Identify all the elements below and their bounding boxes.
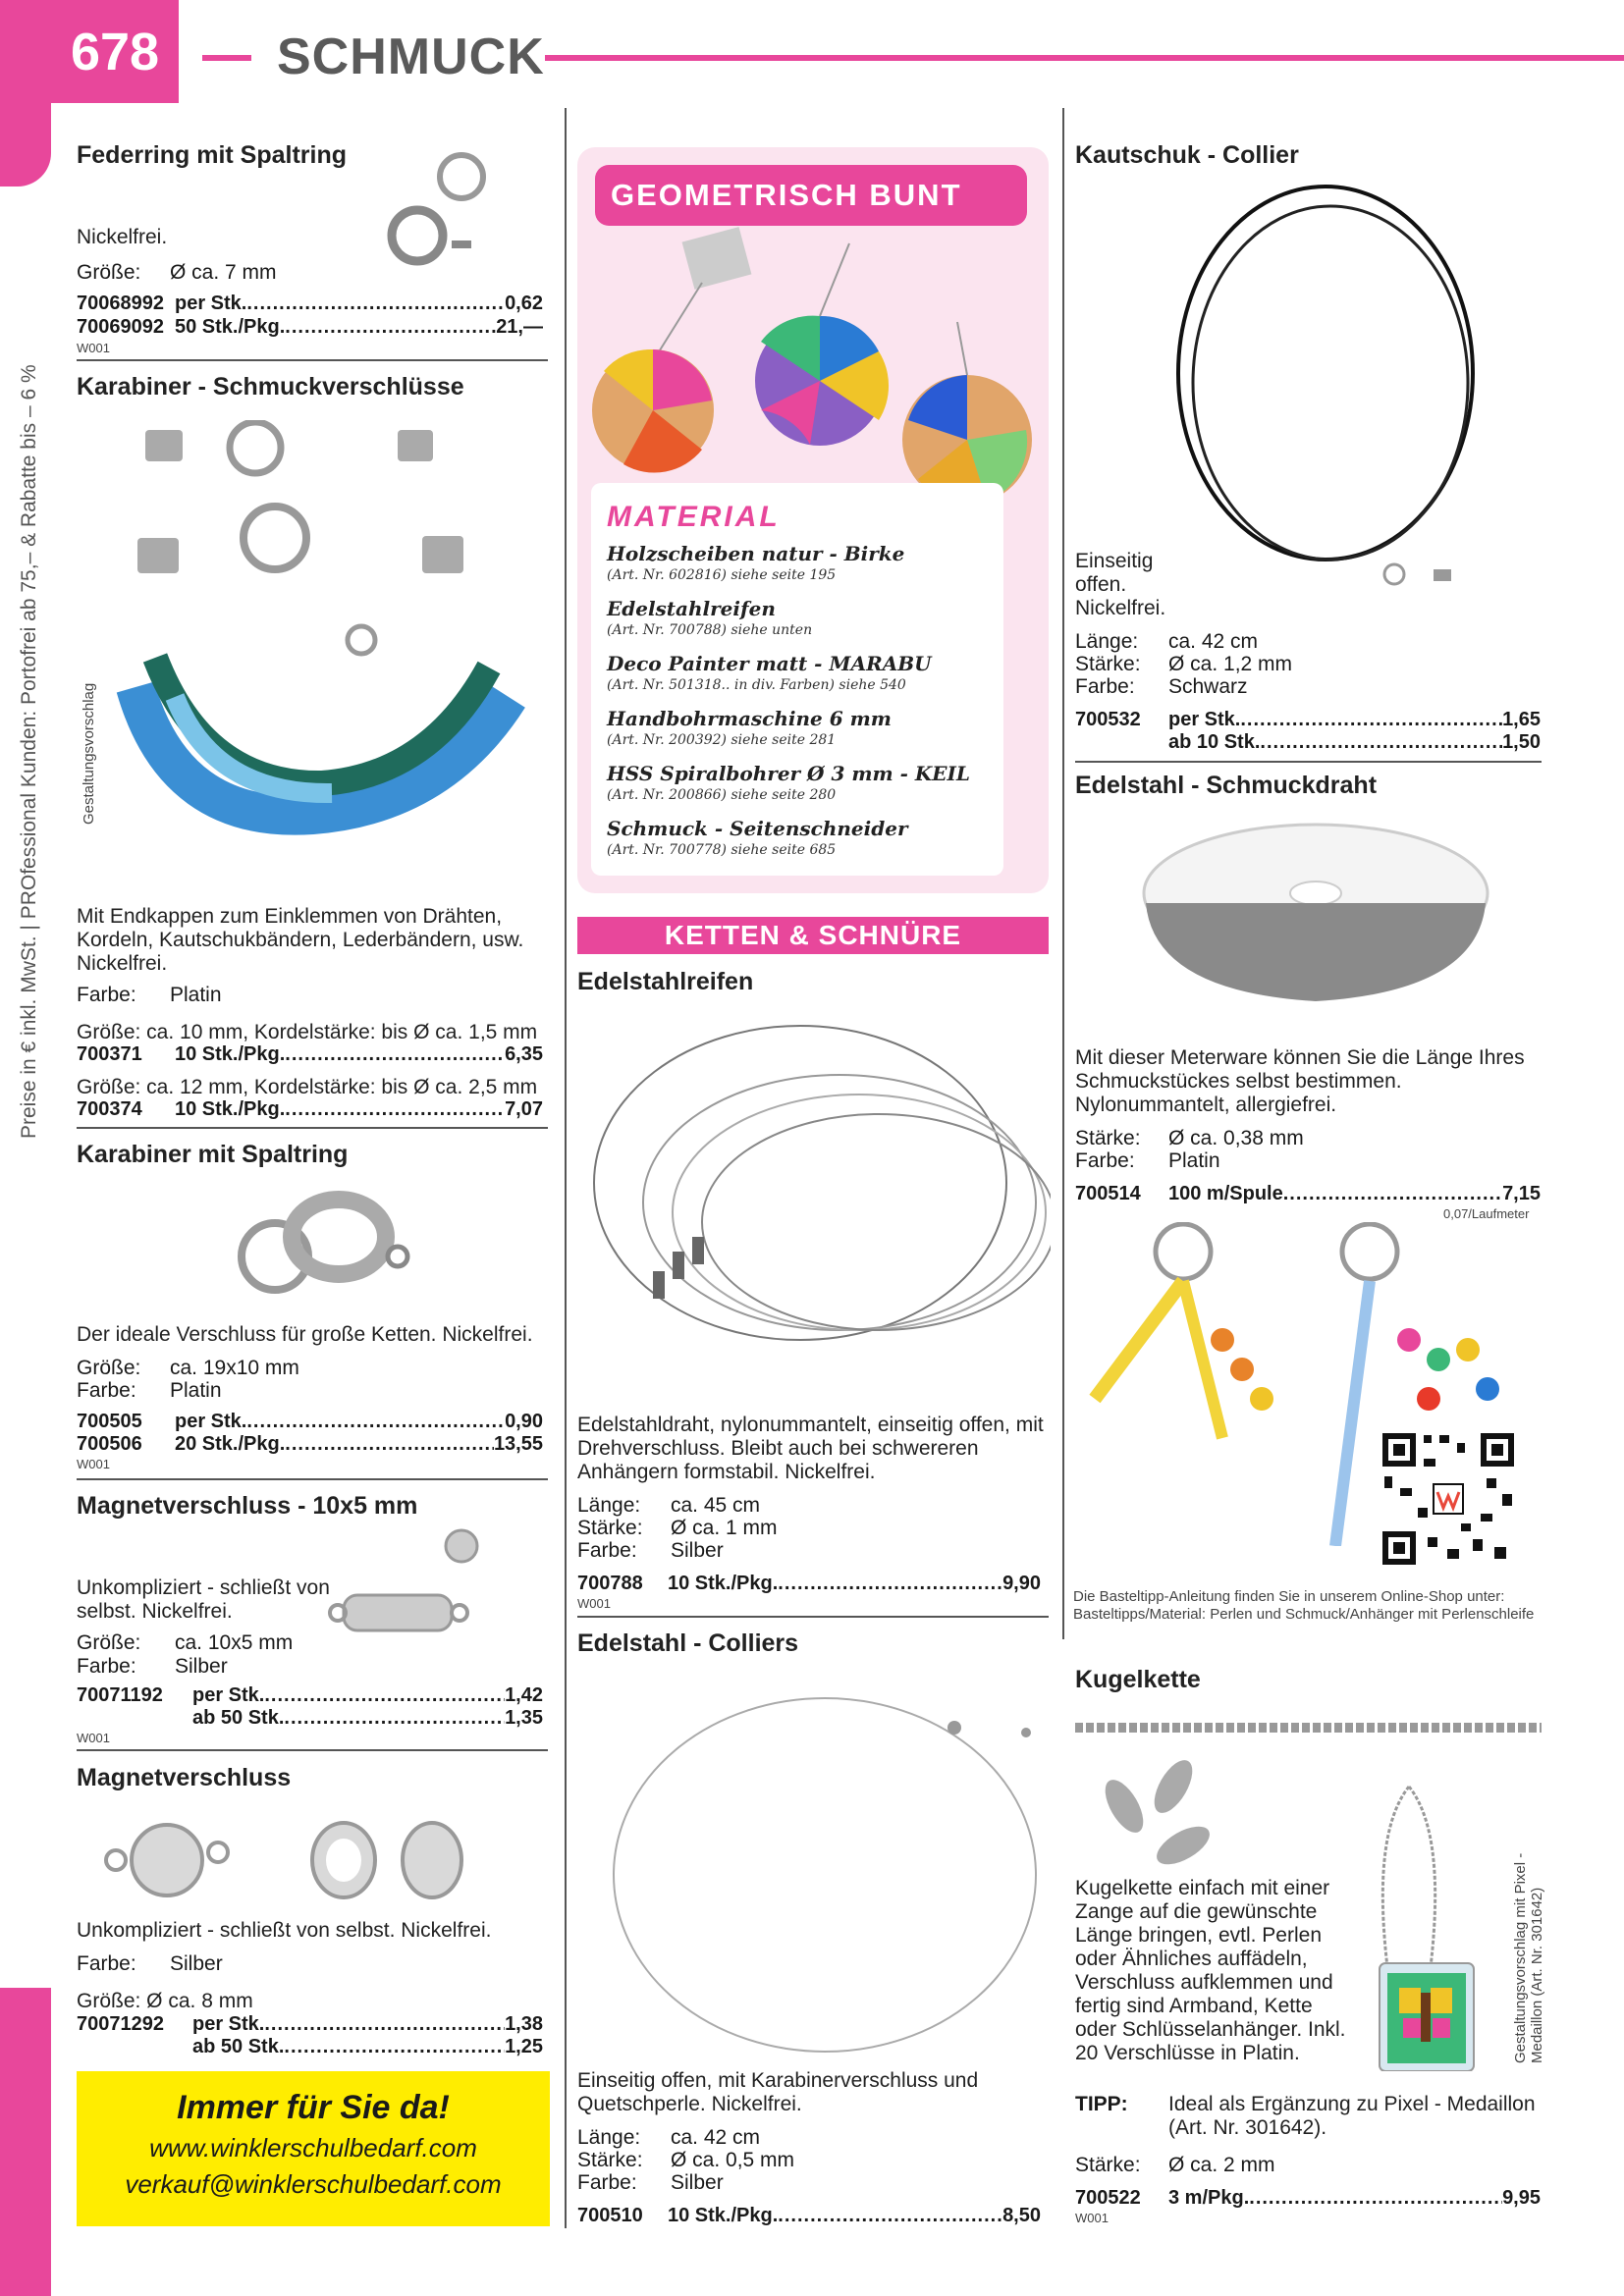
price-row bbox=[77, 1043, 543, 1066]
sidebar-tab-bottom bbox=[0, 1988, 51, 2296]
article-number: 700510 bbox=[577, 2205, 643, 2226]
price-value: 21,— bbox=[496, 316, 543, 338]
magnet-10x5-title: Magnetverschluss - 10x5 mm bbox=[77, 1492, 418, 1520]
spec-row bbox=[77, 1357, 299, 1380]
price-row bbox=[77, 2036, 543, 2058]
article-number: 700532 bbox=[1075, 709, 1141, 730]
unit-price: 0,07/Laufmeter bbox=[1443, 1206, 1530, 1221]
spec-row bbox=[577, 1494, 760, 1518]
magnet-10x5-desc: Unkompliziert - schließt von selbst. Nickelfrei. bbox=[77, 1576, 330, 1623]
title-rule-left bbox=[202, 55, 251, 61]
supplier-code: W001 bbox=[77, 341, 110, 355]
article-number: 70071292 bbox=[77, 2013, 164, 2035]
article-number: 700371 bbox=[77, 1043, 142, 1065]
price-label: ab 50 Stk. bbox=[192, 2036, 285, 2057]
article-number: 700505 bbox=[77, 1411, 142, 1432]
spec-row bbox=[1075, 653, 1292, 676]
material-ref: (Art. Nr. 700778) siehe seite 685 bbox=[607, 842, 837, 858]
price-label: ab 10 Stk. bbox=[1168, 731, 1261, 753]
schmuckdraht-title: Edelstahl - Schmuckdraht bbox=[1075, 772, 1378, 799]
tipp-label: TIPP: bbox=[1075, 2093, 1128, 2115]
price-label: per Stk. bbox=[175, 293, 247, 314]
price-value: 1,35 bbox=[505, 1707, 543, 1729]
spool-photo bbox=[1134, 815, 1497, 1011]
spec-label: Länge: bbox=[1075, 630, 1139, 653]
spec-value: Silber bbox=[671, 2171, 724, 2194]
price-label: 10 Stk./Pkg. bbox=[668, 2205, 779, 2226]
price-label: 10 Stk./Pkg. bbox=[175, 1098, 286, 1120]
spec-row bbox=[1075, 2154, 1275, 2177]
price-row bbox=[577, 2205, 1041, 2227]
page-number: 678 bbox=[51, 0, 179, 103]
kautschuk-desc: Einseitig offen. Nickelfrei. bbox=[1075, 550, 1166, 619]
article-number bbox=[1075, 731, 1168, 754]
price-row bbox=[77, 293, 543, 315]
promo-website-link[interactable]: www.winklerschulbedarf.com bbox=[149, 2133, 477, 2163]
spec-label: Farbe: bbox=[77, 1655, 136, 1678]
federring-title: Federring mit Spaltring bbox=[77, 141, 348, 169]
material-name: Deco Painter matt - MARABU bbox=[607, 652, 932, 675]
spec-value: ca. 10x5 mm bbox=[175, 1631, 294, 1654]
kautschuk-photo bbox=[1129, 177, 1542, 609]
spec-label: Stärke: bbox=[577, 2149, 643, 2171]
magnet-desc: Unkompliziert - schließt von selbst. Nickelfrei. bbox=[77, 1919, 492, 1942]
federring-photo bbox=[373, 147, 501, 275]
price-info-vertical: Preise in € inkl. MwSt. | PROfessional Kunden: Portofrei ab 75,– & Rabatte bis – 6 % bbox=[18, 364, 40, 1139]
colliers-photo bbox=[589, 1669, 1051, 2061]
price-label: per Stk. bbox=[175, 1411, 247, 1432]
material-ref: (Art. Nr. 200866) siehe seite 280 bbox=[607, 787, 837, 803]
federring-desc: Nickelfrei. bbox=[77, 226, 168, 248]
kugelkette-design-note: Gestaltungsvorschlag mit Pixel - Medaillon (Art. Nr. 301642) bbox=[1512, 1852, 1545, 2063]
column-divider-2 bbox=[1062, 108, 1064, 1639]
spec-label: Farbe: bbox=[77, 1379, 136, 1402]
price-label: 50 Stk./Pkg. bbox=[175, 316, 286, 338]
spec-label: Farbe: bbox=[1075, 675, 1135, 698]
karabiner-schmuck-desc: Mit Endkappen zum Einklemmen von Drähten, Kordeln, Kautschukbändern, Lederbändern, usw. Nickelfrei. bbox=[77, 905, 524, 975]
column-divider-1 bbox=[565, 108, 567, 2228]
price-value: 0,62 bbox=[505, 293, 543, 314]
article-number: 70071192 bbox=[77, 1684, 163, 1706]
price-row bbox=[1075, 709, 1541, 731]
section-divider bbox=[77, 1749, 548, 1751]
price-row bbox=[77, 316, 543, 339]
section-divider bbox=[77, 1478, 548, 1480]
size-line: Größe: ca. 10 mm, Kordelstärke: bis Ø ca. 1,5 mm bbox=[77, 1021, 538, 1043]
spec-value: Ø ca. 1 mm bbox=[671, 1517, 778, 1539]
title-rule-right bbox=[545, 55, 1624, 61]
spec-value: Platin bbox=[170, 984, 222, 1006]
material-name: Schmuck - Seitenschneider bbox=[607, 817, 908, 840]
price-value: 1,25 bbox=[505, 2036, 543, 2057]
spec-value: ca. 42 cm bbox=[671, 2126, 761, 2149]
price-value: 1,65 bbox=[1502, 709, 1541, 730]
article-number: 700788 bbox=[577, 1573, 643, 1594]
tipp-text: Ideal als Ergänzung zu Pixel - Medaillon (Art. Nr. 301642). bbox=[1168, 2093, 1536, 2139]
spec-row bbox=[1075, 1127, 1304, 1150]
geometric-pendants-photo bbox=[584, 224, 1046, 508]
material-name: Edelstahlreifen bbox=[607, 597, 776, 620]
section-divider bbox=[1075, 761, 1542, 763]
kugelkette-desc: Kugelkette einfach mit einer Zange auf die gewünschte Länge bringen, evtl. Perlen oder Ähnliches auffädeln, Verschluss aufklemmen und fertig sind Armband, Kette oder Schlüsselanhänger. Inkl. 20 Verschlüsse in Platin. bbox=[1075, 1877, 1346, 2064]
material-ref: (Art. Nr. 602816) siehe seite 195 bbox=[607, 567, 837, 583]
spec-label: Stärke: bbox=[1075, 2154, 1141, 2176]
spec-value: Ø ca. 0,38 mm bbox=[1168, 1127, 1304, 1149]
qr-code[interactable] bbox=[1379, 1429, 1518, 1569]
article-number: 700522 bbox=[1075, 2187, 1141, 2209]
karabiner-spaltring-desc: Der ideale Verschluss für große Ketten. Nickelfrei. bbox=[77, 1323, 533, 1346]
sidebar-tab-top bbox=[0, 0, 51, 187]
spec-row bbox=[1075, 630, 1258, 654]
price-label: 10 Stk./Pkg. bbox=[175, 1043, 286, 1065]
price-row bbox=[77, 1098, 543, 1121]
price-label: 100 m/Spule bbox=[1168, 1183, 1283, 1204]
spec-label: Farbe: bbox=[577, 2171, 637, 2194]
bracelet-photo bbox=[116, 618, 548, 854]
design-note: Gestaltungsvorschlag bbox=[81, 682, 97, 825]
material-ref: (Art. Nr. 501318.. in div. Farben) siehe 540 bbox=[607, 677, 906, 693]
tipp-row bbox=[1075, 2093, 1168, 2116]
price-row bbox=[77, 1684, 543, 1707]
supplier-code: W001 bbox=[77, 1731, 110, 1745]
price-row bbox=[77, 1707, 543, 1730]
price-value: 0,90 bbox=[505, 1411, 543, 1432]
spec-label: Größe: bbox=[77, 261, 141, 284]
spec-value: Schwarz bbox=[1168, 675, 1248, 698]
price-value: 1,50 bbox=[1502, 731, 1541, 753]
spec-row bbox=[577, 2149, 794, 2172]
price-row bbox=[77, 1411, 543, 1433]
price-label: ab 50 Stk. bbox=[192, 1707, 285, 1729]
article-number: 70068992 bbox=[77, 293, 164, 314]
spec-label: Länge: bbox=[577, 1494, 641, 1517]
price-value: 9,95 bbox=[1502, 2187, 1541, 2209]
price-row bbox=[1075, 1183, 1541, 1205]
material-title: MATERIAL bbox=[607, 501, 781, 533]
supplier-code: W001 bbox=[1075, 2211, 1109, 2225]
karabiner-schmuck-photo bbox=[137, 420, 481, 587]
material-name: Holzscheiben natur - Birke bbox=[607, 542, 905, 565]
karabiner-spaltring-title: Karabiner mit Spaltring bbox=[77, 1141, 349, 1168]
spec-label: Stärke: bbox=[1075, 1127, 1141, 1149]
material-name: HSS Spiralbohrer Ø 3 mm - KEIL bbox=[607, 762, 970, 785]
price-label: per Stk. bbox=[192, 1684, 265, 1706]
material-ref: (Art. Nr. 200392) siehe seite 281 bbox=[607, 732, 837, 748]
spec-label: Farbe: bbox=[1075, 1149, 1135, 1172]
kugelkette-title: Kugelkette bbox=[1075, 1666, 1201, 1693]
spec-row bbox=[577, 1539, 724, 1563]
supplier-code: W001 bbox=[577, 1596, 611, 1611]
geometrisch-bunt-title: GEOMETRISCH BUNT bbox=[595, 165, 1027, 226]
federring-size bbox=[77, 261, 548, 285]
chapter-title: SCHMUCK bbox=[277, 28, 545, 85]
promo-email-link[interactable]: verkauf@winklerschulbedarf.com bbox=[125, 2169, 502, 2199]
colliers-desc: Einseitig offen, mit Karabinerverschluss und Quetschperle. Nickelfrei. bbox=[577, 2069, 979, 2115]
edelstahlreifen-desc: Edelstahldraht, nylonummantelt, einseitig offen, mit Drehverschluss. Bleibt auch bei schwereren Anhängern formstabil. Nickelfrei. bbox=[577, 1414, 1044, 1483]
spec-label: Größe: bbox=[77, 1357, 141, 1379]
price-value: 7,07 bbox=[505, 1098, 543, 1120]
price-row bbox=[1075, 2187, 1541, 2210]
material-name: Handbohrmaschine 6 mm bbox=[607, 707, 892, 730]
colliers-title: Edelstahl - Colliers bbox=[577, 1629, 799, 1657]
spec-value: Silber bbox=[671, 1539, 724, 1562]
spec-label: Länge: bbox=[577, 2126, 641, 2149]
spec-row bbox=[577, 2126, 760, 2150]
spec-label: Farbe: bbox=[77, 984, 136, 1006]
spec-row bbox=[77, 1655, 228, 1679]
spec-value: ca. 19x10 mm bbox=[170, 1357, 299, 1379]
article-number: 70069092 bbox=[77, 316, 164, 338]
spec-value: Platin bbox=[1168, 1149, 1220, 1172]
price-label: per Stk. bbox=[1168, 709, 1241, 730]
price-label: 3 m/Pkg. bbox=[1168, 2187, 1250, 2209]
spec-label: Stärke: bbox=[577, 1517, 643, 1539]
price-value: 7,15 bbox=[1502, 1183, 1541, 1204]
spec-value: Ø ca. 1,2 mm bbox=[1168, 653, 1293, 675]
price-label: 20 Stk./Pkg. bbox=[175, 1433, 286, 1455]
size-line: Größe: Ø ca. 8 mm bbox=[77, 1990, 253, 2012]
magnet-10x5-photo bbox=[324, 1517, 481, 1644]
spec-value: Ø ca. 0,5 mm bbox=[671, 2149, 795, 2171]
edelstahlreifen-photo bbox=[584, 1006, 1051, 1389]
article-number bbox=[77, 1707, 192, 1730]
price-value: 1,42 bbox=[505, 1684, 543, 1706]
spec-value: ca. 45 cm bbox=[671, 1494, 761, 1517]
price-value: 6,35 bbox=[505, 1043, 543, 1065]
spec-value: Silber bbox=[175, 1655, 228, 1678]
basteltipp-note: Die Basteltipp-Anleitung finden Sie in unserem Online-Shop unter: Basteltipps/Material: Perlen und Schmuck/Anhänger mit Perlenschleife bbox=[1073, 1588, 1535, 1623]
price-value: 9,90 bbox=[1002, 1573, 1041, 1594]
karabiner-schmuck-title: Karabiner - Schmuckverschlüsse bbox=[77, 373, 464, 400]
promo-box bbox=[77, 2071, 550, 2226]
size-line: Größe: ca. 12 mm, Kordelstärke: bis Ø ca. 2,5 mm bbox=[77, 1076, 538, 1098]
supplier-code: W001 bbox=[77, 1457, 110, 1471]
spec-label: Stärke: bbox=[1075, 653, 1141, 675]
section-divider bbox=[577, 1616, 1049, 1618]
schmuckdraht-desc: Mit dieser Meterware können Sie die Länge Ihres Schmuckstückes selbst bestimmen. Nylonummantelt, allergiefrei. bbox=[1075, 1046, 1525, 1116]
spec-row bbox=[1075, 675, 1248, 699]
magnet-title: Magnetverschluss bbox=[77, 1764, 292, 1791]
price-row bbox=[1075, 731, 1541, 754]
spec-row bbox=[77, 1379, 222, 1403]
spec-label: Farbe: bbox=[77, 1952, 136, 1975]
karabiner-schmuck-color bbox=[77, 984, 222, 1007]
material-ref: (Art. Nr. 700788) siehe unten bbox=[607, 622, 813, 638]
article-number: 700514 bbox=[1075, 1183, 1141, 1204]
magnet-photo bbox=[98, 1811, 511, 1909]
karabiner-spaltring-photo bbox=[236, 1188, 422, 1306]
article-number: 700374 bbox=[77, 1098, 142, 1120]
price-value: 1,38 bbox=[505, 2013, 543, 2035]
spec-row bbox=[577, 1517, 778, 1540]
article-number: 700506 bbox=[77, 1433, 142, 1455]
spec-row bbox=[77, 1952, 223, 1976]
spec-label: Farbe: bbox=[577, 1539, 637, 1562]
price-label: per Stk. bbox=[192, 2013, 265, 2035]
article-number bbox=[77, 2036, 192, 2058]
price-row bbox=[577, 1573, 1041, 1595]
spec-value: Ø ca. 2 mm bbox=[1168, 2154, 1275, 2176]
section-divider bbox=[77, 1127, 548, 1129]
spec-row bbox=[1075, 1149, 1220, 1173]
section-bar-ketten: KETTEN & SCHNÜRE bbox=[577, 917, 1049, 954]
promo-title: Immer für Sie da! bbox=[177, 2089, 450, 2126]
spec-label: Größe: bbox=[77, 1631, 141, 1654]
price-row bbox=[77, 1433, 543, 1456]
spec-value: Platin bbox=[170, 1379, 222, 1402]
price-value: 13,55 bbox=[493, 1433, 543, 1455]
spec-row bbox=[77, 1631, 293, 1655]
section-divider bbox=[77, 359, 548, 361]
spec-value: Ø ca. 7 mm bbox=[170, 261, 277, 284]
kautschuk-title: Kautschuk - Collier bbox=[1075, 141, 1299, 169]
edelstahlreifen-title: Edelstahlreifen bbox=[577, 968, 754, 995]
price-row bbox=[77, 2013, 543, 2036]
price-label: 10 Stk./Pkg. bbox=[668, 1573, 779, 1594]
spec-value: ca. 42 cm bbox=[1168, 630, 1259, 653]
spec-value: Silber bbox=[170, 1952, 223, 1975]
price-value: 8,50 bbox=[1002, 2205, 1041, 2226]
spec-row bbox=[577, 2171, 724, 2195]
